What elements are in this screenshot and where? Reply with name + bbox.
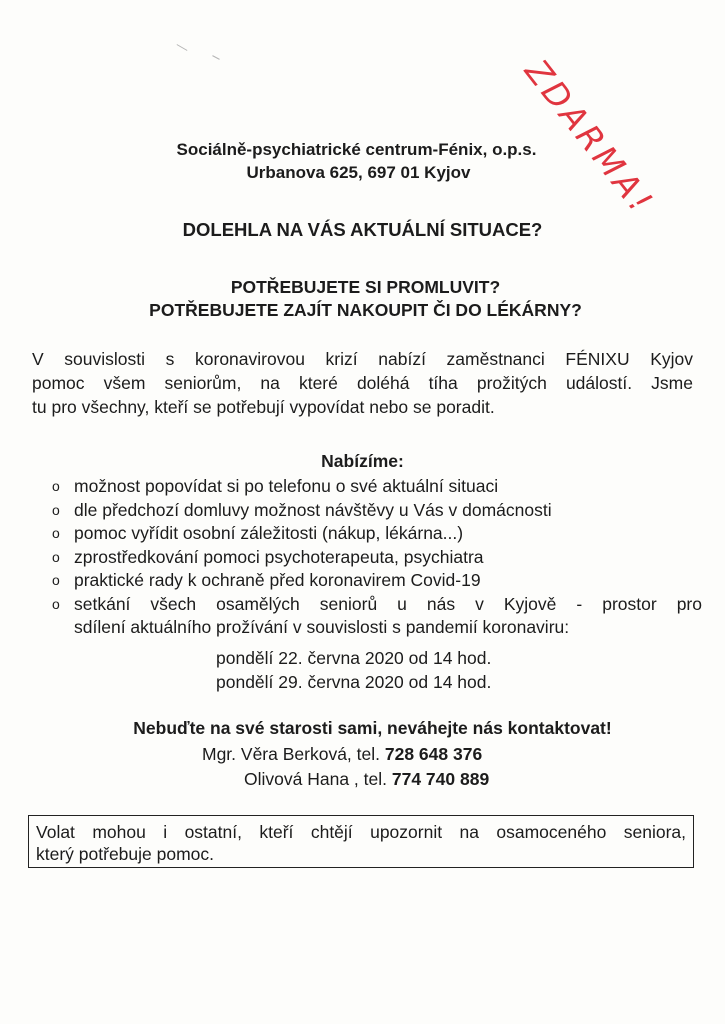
bullet-icon: o (52, 478, 60, 494)
meeting-date: pondělí 29. června 2020 od 14 hod. (216, 672, 492, 692)
note-box (28, 815, 694, 868)
question-shopping: POTŘEBUJETE ZAJÍT NAKOUPIT ČI DO LÉKÁRNY? (149, 300, 582, 320)
intro-line: V souvislosti s koronavirovou krizí nabízí zaměstnanci FÉNIXU Kyjov (32, 349, 693, 369)
contact-name: Olivová Hana , tel. (244, 769, 392, 789)
list-item (52, 569, 702, 593)
note-line: Volat mohou i ostatní, kteří chtějí upozornit na osamoceného seniora, (36, 822, 686, 842)
contact-line (244, 769, 489, 790)
list-item-text: dle předchozí domluvy možnost návštěvy u Vás v domácnosti (74, 499, 552, 520)
list-item-text: setkání všech osamělých seniorů u nás v Kyjově - prostor pro (74, 593, 702, 614)
intro-line: pomoc všem seniorům, na které doléhá tíha prožitých událostí. Jsme (32, 373, 693, 393)
scan-mark (212, 55, 220, 60)
list-item (52, 499, 702, 523)
intro-paragraph (32, 347, 693, 419)
intro-line: tu pro všechny, kteří se potřebují vypovídat nebo se poradit. (32, 397, 495, 417)
offer-heading: Nabízíme: (321, 451, 404, 471)
list-item-text: praktické rady k ochraně před koronavirem Covid-19 (74, 570, 481, 590)
bullet-icon: o (52, 525, 60, 541)
list-item-text: pomoc vyřídit osobní záležitosti (nákup, lékárna...) (74, 523, 464, 543)
contact-phone: 774 740 889 (391, 769, 490, 789)
contact-phone: 728 648 376 (384, 744, 483, 764)
meeting-dates (216, 646, 491, 694)
question-talk: POTŘEBUJETE SI PROMLUVIT? (230, 277, 501, 297)
contact-name: Mgr. Věra Berková, tel. (202, 744, 385, 764)
contact-line (202, 744, 482, 765)
note-line: který potřebuje pomoc. (36, 844, 215, 864)
list-item-text: zprostředkování pomoci psychoterapeuta, psychiatra (74, 546, 484, 567)
list-item-text: sdílení aktuálního prožívání v souvislosti s pandemií koronaviru: (74, 617, 570, 637)
organization-address: Urbanova 625, 697 01 Kyjov (246, 163, 471, 182)
contact-callout: Nebuďte na své starosti sami, neváhejte nás kontaktovat! (133, 718, 612, 738)
organization-name: Sociálně-psychiatrické centrum-Fénix, o.p.s. (176, 140, 537, 159)
list-item-text: možnost popovídat si po telefonu o své aktuální situaci (74, 476, 499, 496)
page-title: DOLEHLA NA VÁS AKTUÁLNÍ SITUACE? (182, 219, 543, 240)
bullet-icon: o (52, 572, 60, 588)
offer-list (52, 475, 702, 640)
bullet-icon: o (52, 501, 60, 518)
list-item (52, 522, 702, 546)
list-item (52, 546, 702, 570)
bullet-icon: o (52, 548, 60, 565)
list-item (52, 475, 702, 499)
meeting-date: pondělí 22. června 2020 od 14 hod. (216, 648, 492, 668)
scan-mark (177, 44, 188, 51)
free-stamp: ZDARMA! (517, 52, 663, 223)
bullet-icon: o (52, 595, 60, 612)
list-item-meeting (52, 593, 702, 640)
